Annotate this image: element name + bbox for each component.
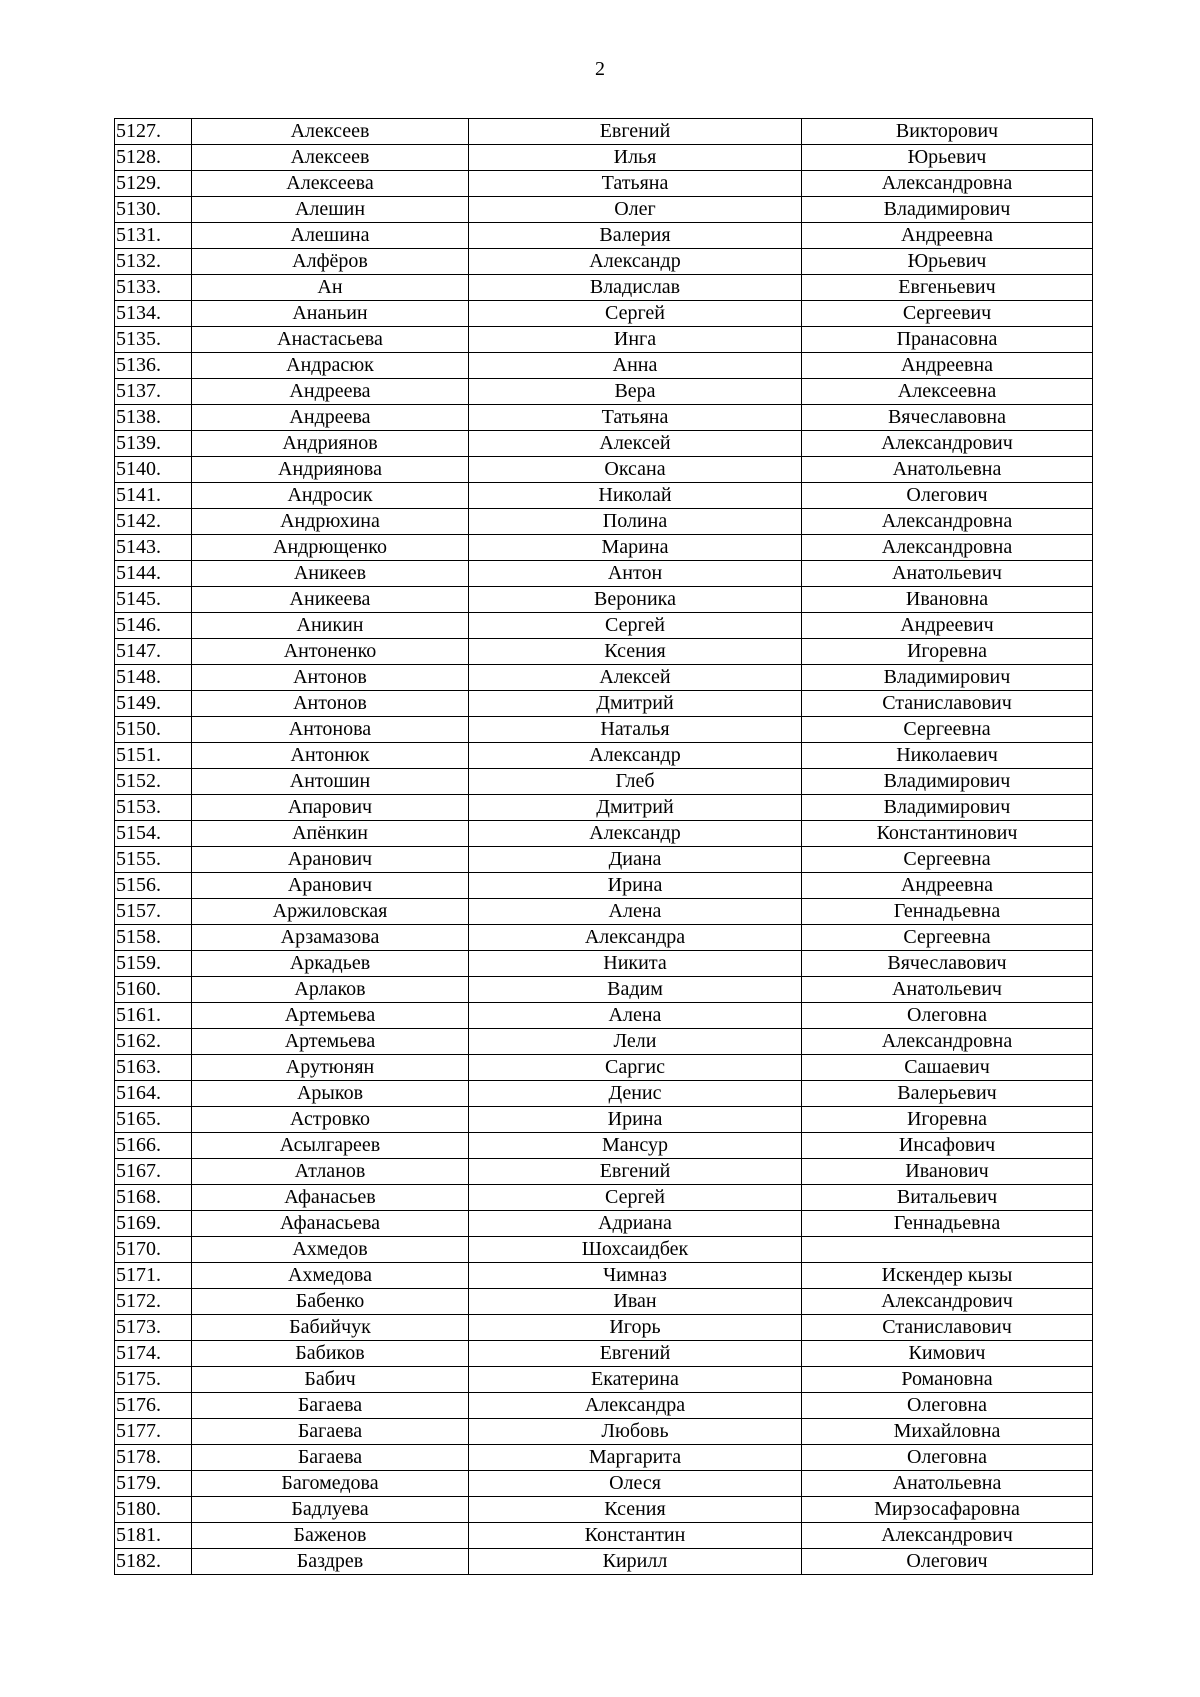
row-number-cell: 5131. [115, 223, 192, 249]
row-number-cell: 5182. [115, 1549, 192, 1575]
table-row [115, 561, 1093, 587]
patronymic-cell: Анатольевич [802, 977, 1093, 1003]
surname-cell: Ахмедов [192, 1237, 469, 1263]
patronymic-cell: Александровна [802, 509, 1093, 535]
first-name-cell: Диана [469, 847, 802, 873]
first-name-cell: Валерия [469, 223, 802, 249]
surname-cell: Астровко [192, 1107, 469, 1133]
table-row [115, 795, 1093, 821]
row-number-cell: 5128. [115, 145, 192, 171]
row-number-cell: 5151. [115, 743, 192, 769]
patronymic-cell: Андреевна [802, 353, 1093, 379]
first-name-cell: Марина [469, 535, 802, 561]
first-name-cell: Наталья [469, 717, 802, 743]
first-name-cell: Адриана [469, 1211, 802, 1237]
row-number-cell: 5167. [115, 1159, 192, 1185]
patronymic-cell: Искендер кызы [802, 1263, 1093, 1289]
table-row [115, 301, 1093, 327]
row-number-cell: 5159. [115, 951, 192, 977]
table-row [115, 925, 1093, 951]
row-number-cell: 5153. [115, 795, 192, 821]
table-row [115, 821, 1093, 847]
first-name-cell: Глеб [469, 769, 802, 795]
row-number-cell: 5150. [115, 717, 192, 743]
row-number-cell: 5152. [115, 769, 192, 795]
table-row [115, 431, 1093, 457]
row-number-cell: 5149. [115, 691, 192, 717]
row-number-cell: 5140. [115, 457, 192, 483]
first-name-cell: Илья [469, 145, 802, 171]
first-name-cell: Екатерина [469, 1367, 802, 1393]
row-number-cell: 5127. [115, 119, 192, 145]
patronymic-cell: Владимирович [802, 197, 1093, 223]
first-name-cell: Олеся [469, 1471, 802, 1497]
table-row [115, 535, 1093, 561]
row-number-cell: 5162. [115, 1029, 192, 1055]
patronymic-cell: Олеговна [802, 1393, 1093, 1419]
patronymic-cell: Александровна [802, 535, 1093, 561]
table-row [115, 1107, 1093, 1133]
patronymic-cell: Сашаевич [802, 1055, 1093, 1081]
patronymic-cell: Сергеевич [802, 301, 1093, 327]
patronymic-cell: Евгеньевич [802, 275, 1093, 301]
patronymic-cell: Алексеевна [802, 379, 1093, 405]
patronymic-cell: Анатольевич [802, 561, 1093, 587]
first-name-cell: Кирилл [469, 1549, 802, 1575]
table-row [115, 847, 1093, 873]
row-number-cell: 5132. [115, 249, 192, 275]
surname-cell: Андриянов [192, 431, 469, 457]
table-row [115, 1003, 1093, 1029]
patronymic-cell: Сергеевна [802, 717, 1093, 743]
row-number-cell: 5160. [115, 977, 192, 1003]
table-row [115, 743, 1093, 769]
surname-cell: Багаева [192, 1419, 469, 1445]
surname-cell: Андрасюк [192, 353, 469, 379]
table-row [115, 639, 1093, 665]
surname-cell: Аржиловская [192, 899, 469, 925]
row-number-cell: 5148. [115, 665, 192, 691]
table-row [115, 1081, 1093, 1107]
surname-cell: Арутюнян [192, 1055, 469, 1081]
row-number-cell: 5158. [115, 925, 192, 951]
row-number-cell: 5139. [115, 431, 192, 457]
patronymic-cell: Инсафович [802, 1133, 1093, 1159]
table-row [115, 483, 1093, 509]
row-number-cell: 5164. [115, 1081, 192, 1107]
surname-cell: Андрющенко [192, 535, 469, 561]
row-number-cell: 5145. [115, 587, 192, 613]
patronymic-cell: Станиславович [802, 691, 1093, 717]
patronymic-cell: Александровна [802, 171, 1093, 197]
surname-cell: Андрюхина [192, 509, 469, 535]
table-row [115, 691, 1093, 717]
patronymic-cell: Кимович [802, 1341, 1093, 1367]
row-number-cell: 5179. [115, 1471, 192, 1497]
table-row [115, 353, 1093, 379]
table-row [115, 1393, 1093, 1419]
row-number-cell: 5168. [115, 1185, 192, 1211]
surname-cell: Алфёров [192, 249, 469, 275]
table-row [115, 951, 1093, 977]
patronymic-cell: Сергеевна [802, 847, 1093, 873]
table-row [115, 1523, 1093, 1549]
first-name-cell: Игорь [469, 1315, 802, 1341]
first-name-cell: Иван [469, 1289, 802, 1315]
patronymic-cell: Олеговна [802, 1003, 1093, 1029]
first-name-cell: Александра [469, 1393, 802, 1419]
first-name-cell: Дмитрий [469, 795, 802, 821]
surname-cell: Арзамазова [192, 925, 469, 951]
row-number-cell: 5138. [115, 405, 192, 431]
first-name-cell: Евгений [469, 119, 802, 145]
patronymic-cell: Анатольевна [802, 457, 1093, 483]
surname-cell: Баженов [192, 1523, 469, 1549]
patronymic-cell: Анатольевна [802, 1471, 1093, 1497]
patronymic-cell [802, 1237, 1093, 1263]
row-number-cell: 5144. [115, 561, 192, 587]
first-name-cell: Полина [469, 509, 802, 535]
table-row [115, 509, 1093, 535]
first-name-cell: Денис [469, 1081, 802, 1107]
surname-cell: Афанасьев [192, 1185, 469, 1211]
table-row [115, 1263, 1093, 1289]
surname-cell: Бабиков [192, 1341, 469, 1367]
surname-cell: Аранович [192, 847, 469, 873]
patronymic-cell: Юрьевич [802, 145, 1093, 171]
patronymic-cell: Игоревна [802, 1107, 1093, 1133]
patronymic-cell: Андреевич [802, 613, 1093, 639]
surname-cell: Апёнкин [192, 821, 469, 847]
patronymic-cell: Иванович [802, 1159, 1093, 1185]
surname-cell: Андреева [192, 405, 469, 431]
surname-cell: Алексеев [192, 145, 469, 171]
surname-cell: Аникеев [192, 561, 469, 587]
surname-cell: Антонов [192, 691, 469, 717]
patronymic-cell: Александрович [802, 431, 1093, 457]
surname-cell: Алешин [192, 197, 469, 223]
row-number-cell: 5154. [115, 821, 192, 847]
first-name-cell: Александр [469, 743, 802, 769]
row-number-cell: 5129. [115, 171, 192, 197]
surname-cell: Ан [192, 275, 469, 301]
row-number-cell: 5136. [115, 353, 192, 379]
surname-cell: Антошин [192, 769, 469, 795]
surname-cell: Ананьин [192, 301, 469, 327]
patronymic-cell: Андреевна [802, 223, 1093, 249]
row-number-cell: 5175. [115, 1367, 192, 1393]
first-name-cell: Евгений [469, 1159, 802, 1185]
patronymic-cell: Сергеевна [802, 925, 1093, 951]
first-name-cell: Владислав [469, 275, 802, 301]
patronymic-cell: Александрович [802, 1289, 1093, 1315]
first-name-cell: Алексей [469, 431, 802, 457]
surname-cell: Бабич [192, 1367, 469, 1393]
row-number-cell: 5143. [115, 535, 192, 561]
first-name-cell: Ксения [469, 1497, 802, 1523]
first-name-cell: Ксения [469, 639, 802, 665]
surname-cell: Алексеев [192, 119, 469, 145]
patronymic-cell: Александровна [802, 1029, 1093, 1055]
surname-cell: Анастасьева [192, 327, 469, 353]
surname-cell: Апарович [192, 795, 469, 821]
table-row [115, 145, 1093, 171]
first-name-cell: Ирина [469, 1107, 802, 1133]
first-name-cell: Алексей [469, 665, 802, 691]
table-row [115, 379, 1093, 405]
first-name-cell: Шохсаидбек [469, 1237, 802, 1263]
patronymic-cell: Вячеславовна [802, 405, 1093, 431]
table-row [115, 977, 1093, 1003]
row-number-cell: 5176. [115, 1393, 192, 1419]
table-row [115, 405, 1093, 431]
row-number-cell: 5133. [115, 275, 192, 301]
table-row [115, 587, 1093, 613]
first-name-cell: Александр [469, 821, 802, 847]
patronymic-cell: Андреевна [802, 873, 1093, 899]
first-name-cell: Константин [469, 1523, 802, 1549]
first-name-cell: Чимназ [469, 1263, 802, 1289]
first-name-cell: Саргис [469, 1055, 802, 1081]
surname-cell: Алексеева [192, 171, 469, 197]
surname-cell: Антонюк [192, 743, 469, 769]
patronymic-cell: Олегович [802, 1549, 1093, 1575]
row-number-cell: 5156. [115, 873, 192, 899]
patronymic-cell: Витальевич [802, 1185, 1093, 1211]
table-row [115, 457, 1093, 483]
first-name-cell: Дмитрий [469, 691, 802, 717]
table-row [115, 1341, 1093, 1367]
first-name-cell: Маргарита [469, 1445, 802, 1471]
surname-cell: Ахмедова [192, 1263, 469, 1289]
first-name-cell: Любовь [469, 1419, 802, 1445]
first-name-cell: Александра [469, 925, 802, 951]
table-row [115, 1133, 1093, 1159]
surname-cell: Андреева [192, 379, 469, 405]
first-name-cell: Инга [469, 327, 802, 353]
row-number-cell: 5141. [115, 483, 192, 509]
surname-cell: Аркадьев [192, 951, 469, 977]
table-row [115, 119, 1093, 145]
table-row [115, 1211, 1093, 1237]
patronymic-cell: Юрьевич [802, 249, 1093, 275]
row-number-cell: 5172. [115, 1289, 192, 1315]
surname-cell: Антонова [192, 717, 469, 743]
table-row [115, 197, 1093, 223]
row-number-cell: 5166. [115, 1133, 192, 1159]
first-name-cell: Алена [469, 1003, 802, 1029]
patronymic-cell: Владимирович [802, 769, 1093, 795]
row-number-cell: 5147. [115, 639, 192, 665]
table-row [115, 1549, 1093, 1575]
patronymic-cell: Викторович [802, 119, 1093, 145]
first-name-cell: Александр [469, 249, 802, 275]
table-row [115, 249, 1093, 275]
surname-cell: Афанасьева [192, 1211, 469, 1237]
patronymic-cell: Владимирович [802, 795, 1093, 821]
first-name-cell: Ирина [469, 873, 802, 899]
first-name-cell: Вадим [469, 977, 802, 1003]
first-name-cell: Антон [469, 561, 802, 587]
patronymic-cell: Валерьевич [802, 1081, 1093, 1107]
row-number-cell: 5174. [115, 1341, 192, 1367]
table-row [115, 223, 1093, 249]
row-number-cell: 5137. [115, 379, 192, 405]
patronymic-cell: Романовна [802, 1367, 1093, 1393]
first-name-cell: Никита [469, 951, 802, 977]
roster-table-body [115, 119, 1093, 1575]
patronymic-cell: Станиславович [802, 1315, 1093, 1341]
first-name-cell: Сергей [469, 1185, 802, 1211]
table-row [115, 1237, 1093, 1263]
first-name-cell: Сергей [469, 613, 802, 639]
table-row [115, 1029, 1093, 1055]
patronymic-cell: Константинович [802, 821, 1093, 847]
table-row [115, 1445, 1093, 1471]
surname-cell: Арлаков [192, 977, 469, 1003]
surname-cell: Багомедова [192, 1471, 469, 1497]
row-number-cell: 5157. [115, 899, 192, 925]
patronymic-cell: Вячеславович [802, 951, 1093, 977]
surname-cell: Аранович [192, 873, 469, 899]
surname-cell: Баздрев [192, 1549, 469, 1575]
first-name-cell: Алена [469, 899, 802, 925]
row-number-cell: 5142. [115, 509, 192, 535]
surname-cell: Атланов [192, 1159, 469, 1185]
row-number-cell: 5180. [115, 1497, 192, 1523]
row-number-cell: 5170. [115, 1237, 192, 1263]
row-number-cell: 5181. [115, 1523, 192, 1549]
first-name-cell: Татьяна [469, 405, 802, 431]
surname-cell: Артемьева [192, 1003, 469, 1029]
table-row [115, 717, 1093, 743]
table-row [115, 1055, 1093, 1081]
table-row [115, 769, 1093, 795]
first-name-cell: Татьяна [469, 171, 802, 197]
first-name-cell: Анна [469, 353, 802, 379]
table-row [115, 1471, 1093, 1497]
table-row [115, 1367, 1093, 1393]
table-row [115, 1497, 1093, 1523]
table-row [115, 327, 1093, 353]
surname-cell: Андросик [192, 483, 469, 509]
surname-cell: Артемьева [192, 1029, 469, 1055]
surname-cell: Бабенко [192, 1289, 469, 1315]
first-name-cell: Оксана [469, 457, 802, 483]
surname-cell: Багаева [192, 1445, 469, 1471]
row-number-cell: 5173. [115, 1315, 192, 1341]
row-number-cell: 5155. [115, 847, 192, 873]
table-row [115, 873, 1093, 899]
table-row [115, 1315, 1093, 1341]
patronymic-cell: Николаевич [802, 743, 1093, 769]
surname-cell: Бадлуева [192, 1497, 469, 1523]
row-number-cell: 5171. [115, 1263, 192, 1289]
row-number-cell: 5177. [115, 1419, 192, 1445]
surname-cell: Алешина [192, 223, 469, 249]
patronymic-cell: Олеговна [802, 1445, 1093, 1471]
surname-cell: Аникин [192, 613, 469, 639]
table-row [115, 899, 1093, 925]
patronymic-cell: Игоревна [802, 639, 1093, 665]
table-row [115, 613, 1093, 639]
table-row [115, 1159, 1093, 1185]
patronymic-cell: Владимирович [802, 665, 1093, 691]
first-name-cell: Лели [469, 1029, 802, 1055]
patronymic-cell: Пранасовна [802, 327, 1093, 353]
surname-cell: Асылгареев [192, 1133, 469, 1159]
first-name-cell: Евгений [469, 1341, 802, 1367]
page-number: 2 [595, 58, 605, 80]
row-number-cell: 5169. [115, 1211, 192, 1237]
row-number-cell: 5163. [115, 1055, 192, 1081]
surname-cell: Бабийчук [192, 1315, 469, 1341]
surname-cell: Андриянова [192, 457, 469, 483]
table-row [115, 171, 1093, 197]
row-number-cell: 5146. [115, 613, 192, 639]
row-number-cell: 5130. [115, 197, 192, 223]
first-name-cell: Николай [469, 483, 802, 509]
patronymic-cell: Мирзосафаровна [802, 1497, 1093, 1523]
patronymic-cell: Александрович [802, 1523, 1093, 1549]
first-name-cell: Мансур [469, 1133, 802, 1159]
row-number-cell: 5134. [115, 301, 192, 327]
row-number-cell: 5165. [115, 1107, 192, 1133]
table-row [115, 1419, 1093, 1445]
patronymic-cell: Геннадьевна [802, 1211, 1093, 1237]
first-name-cell: Олег [469, 197, 802, 223]
table-row [115, 1185, 1093, 1211]
table-row [115, 1289, 1093, 1315]
row-number-cell: 5135. [115, 327, 192, 353]
patronymic-cell: Олегович [802, 483, 1093, 509]
surname-cell: Антонов [192, 665, 469, 691]
surname-cell: Аникеева [192, 587, 469, 613]
row-number-cell: 5161. [115, 1003, 192, 1029]
first-name-cell: Вера [469, 379, 802, 405]
first-name-cell: Вероника [469, 587, 802, 613]
table-row [115, 275, 1093, 301]
patronymic-cell: Михайловна [802, 1419, 1093, 1445]
roster-table [114, 118, 1093, 1575]
row-number-cell: 5178. [115, 1445, 192, 1471]
surname-cell: Багаева [192, 1393, 469, 1419]
surname-cell: Арыков [192, 1081, 469, 1107]
surname-cell: Антоненко [192, 639, 469, 665]
patronymic-cell: Ивановна [802, 587, 1093, 613]
first-name-cell: Сергей [469, 301, 802, 327]
table-row [115, 665, 1093, 691]
patronymic-cell: Геннадьевна [802, 899, 1093, 925]
